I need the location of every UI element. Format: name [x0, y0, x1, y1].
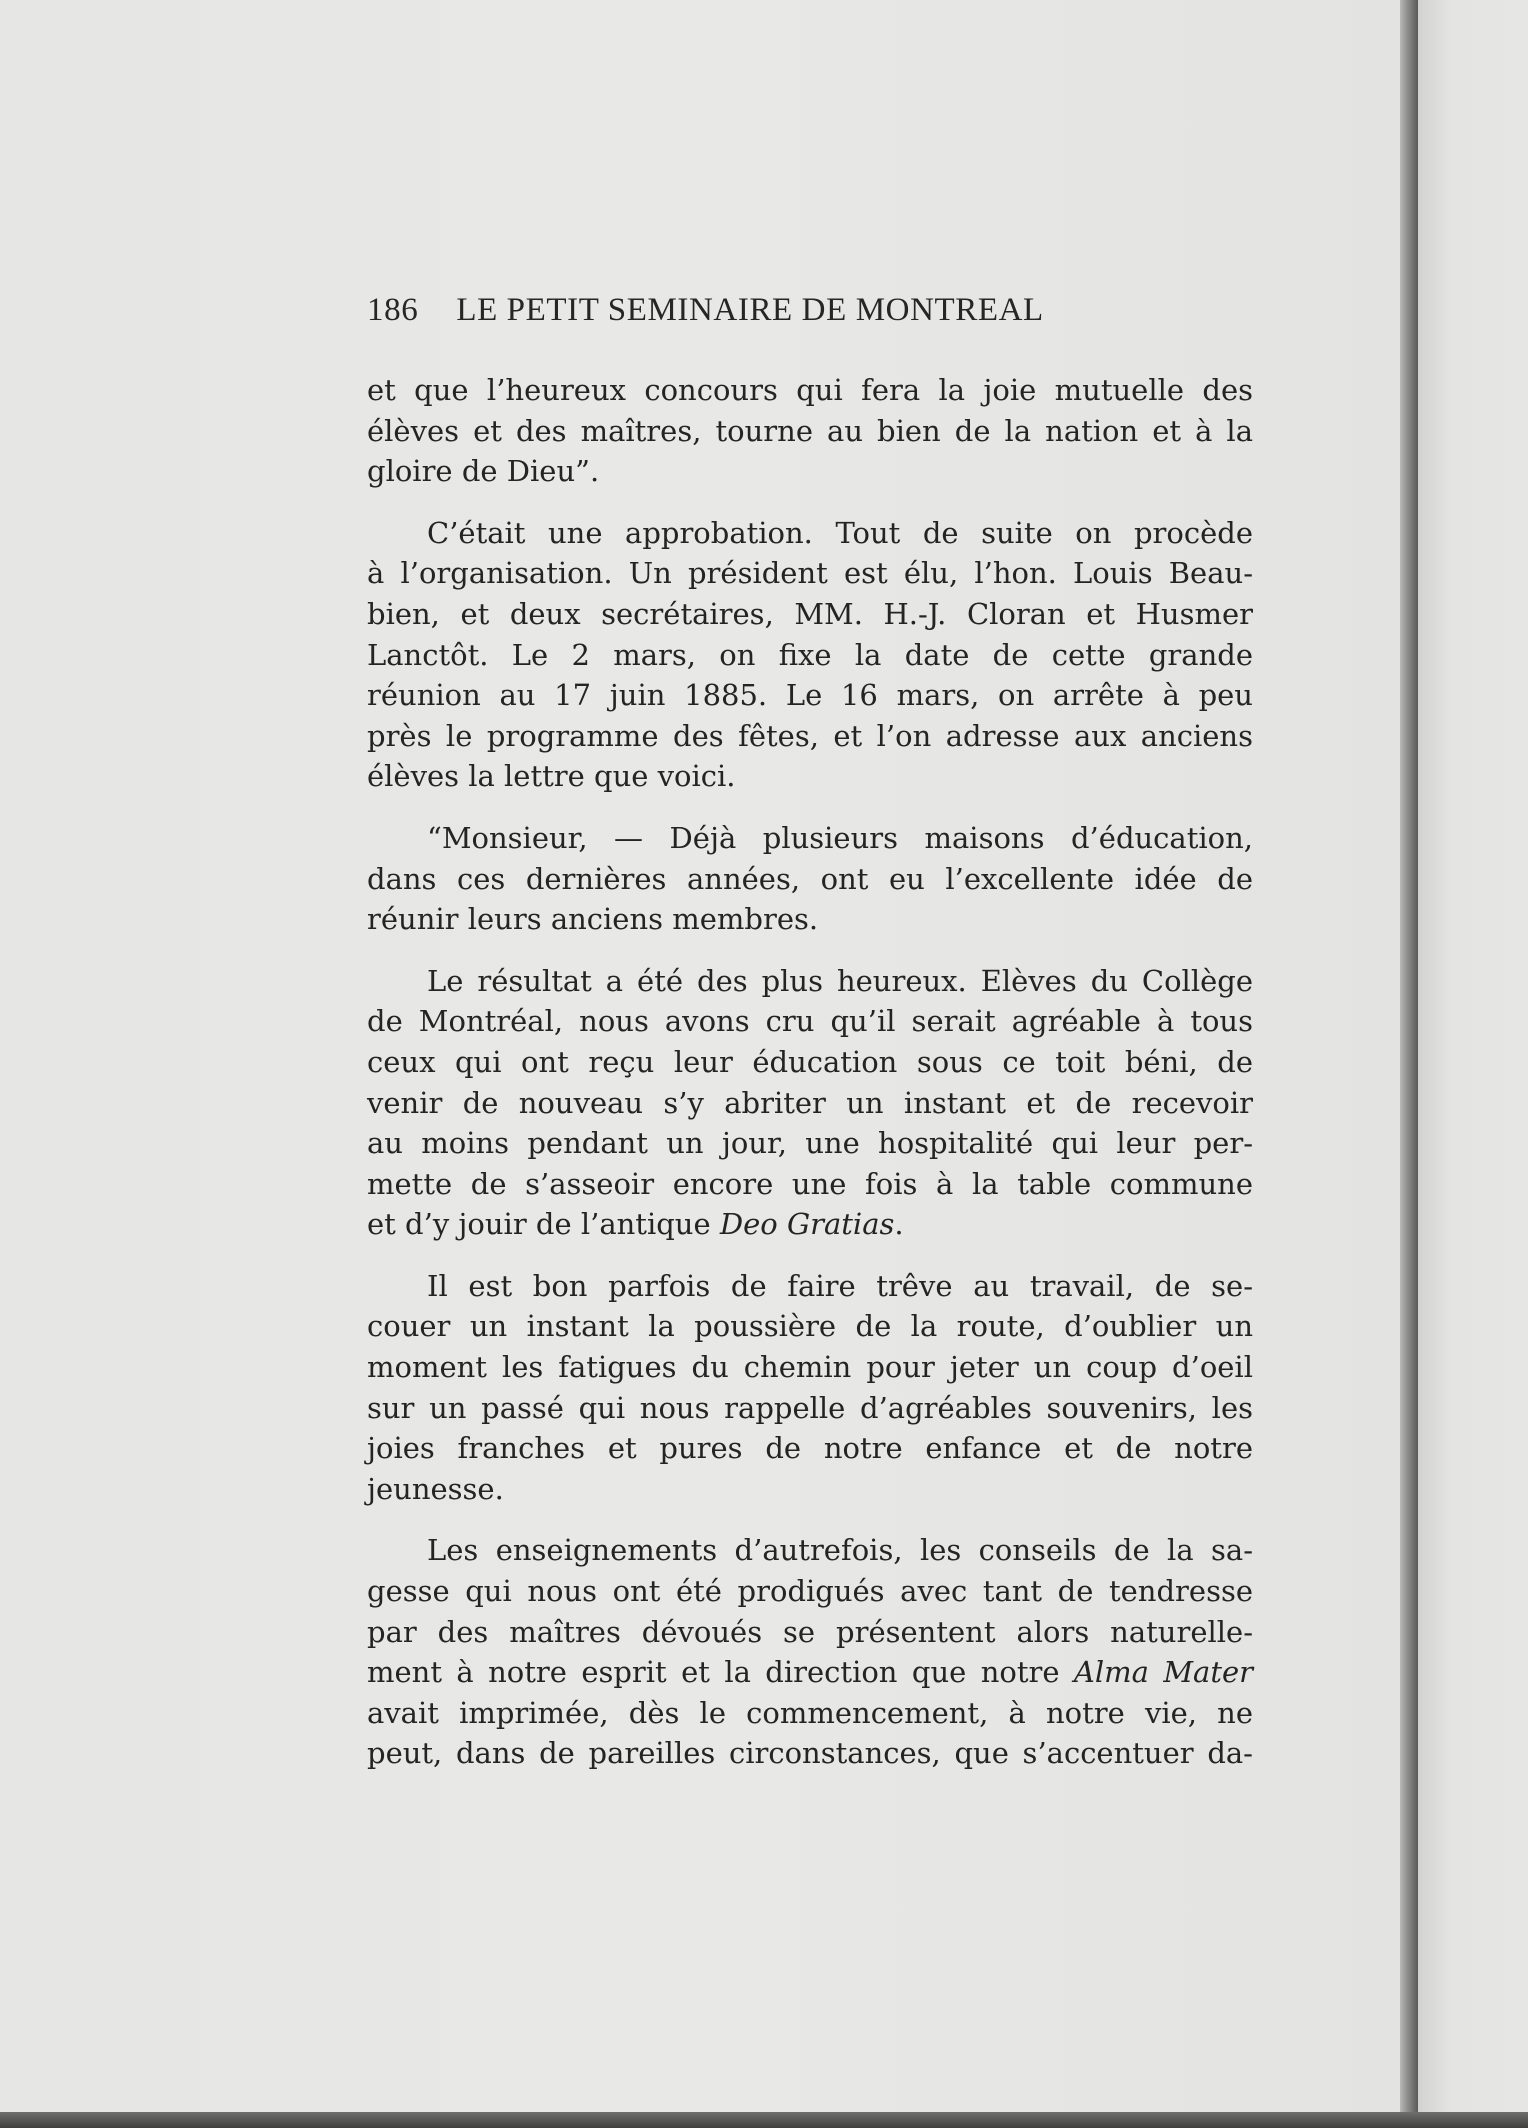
- text-line: gesse qui nous ont été prodigués avec tant de tendresse: [367, 1574, 1253, 1609]
- text-line: dans ces dernières années, ont eu l’excellente idée de: [367, 861, 1253, 896]
- text-line: Le résultat a été des plus heureux. Elèves du Collège: [427, 963, 1253, 998]
- text-fragment: .: [894, 1207, 904, 1242]
- text-line: réunion au 17 juin 1885. Le 16 mars, on arrête à peu: [367, 678, 1253, 713]
- text-fragment: et d’y jouir de l’antique: [367, 1207, 720, 1242]
- italic-phrase: Deo Gratias: [719, 1207, 895, 1242]
- text-line: Les enseignements d’autrefois, les conseils de la sa-: [427, 1533, 1253, 1568]
- paragraph: [367, 818, 1253, 940]
- text-line: mette de s’asseoir encore une fois à la table commune: [367, 1166, 1253, 1201]
- running-title: LE PETIT SEMINAIRE DE MONTREAL: [456, 292, 1044, 328]
- text-line: de Montréal, nous avons cru qu’il serait agréable à tous: [367, 1004, 1253, 1039]
- text-line: [367, 1204, 1253, 1245]
- text-line: “Monsieur, — Déjà plusieurs maisons d’éducation,: [427, 820, 1253, 855]
- text-line: joies franches et pures de notre enfance et de notre: [367, 1431, 1253, 1466]
- text-fragment: ment à notre esprit et la direction que notre: [367, 1655, 1074, 1690]
- paragraph: [367, 1530, 1253, 1774]
- text-line: élèves la lettre que voici.: [367, 759, 736, 794]
- text-line: par des maîtres dévoués se présentent alors naturelle-: [367, 1614, 1253, 1649]
- facing-page-edge: [1418, 0, 1528, 2128]
- scan-bottom-edge: [0, 2112, 1528, 2128]
- page-gutter-shadow: [1400, 0, 1418, 2112]
- text-line: et que l’heureux concours qui fera la joie mutuelle des: [367, 373, 1253, 407]
- paragraph: [367, 370, 1253, 492]
- text-line: gloire de Dieu”.: [367, 454, 600, 489]
- text-line: bien, et deux secrétaires, MM. H.-J. Cloran et Husmer: [367, 596, 1253, 631]
- text-line: [367, 1652, 1253, 1693]
- italic-phrase: Alma Mater: [1073, 1655, 1253, 1690]
- text-line: élèves et des maîtres, tourne au bien de la nation et à la: [367, 413, 1253, 448]
- text-line: jeunesse.: [367, 1471, 504, 1506]
- paragraph: [367, 513, 1253, 797]
- text-line: peut, dans de pareilles circonstances, que s’accentuer da-: [367, 1736, 1253, 1771]
- text-line: ceux qui ont reçu leur éducation sous ce toit béni, de: [367, 1044, 1253, 1079]
- text-line: sur un passé qui nous rappelle d’agréables souvenirs, les: [367, 1390, 1253, 1425]
- text-line: réunir leurs anciens membres.: [367, 902, 819, 937]
- text-line: au moins pendant un jour, une hospitalité qui leur per-: [367, 1126, 1253, 1161]
- text-line: Il est bon parfois de faire trêve au travail, de se-: [427, 1268, 1253, 1303]
- paragraph: [367, 961, 1253, 1245]
- text-line: C’était une approbation. Tout de suite on procède: [427, 515, 1253, 550]
- paragraph: [367, 1266, 1253, 1510]
- text-line: moment les fatigues du chemin pour jeter un coup d’oeil: [367, 1350, 1253, 1385]
- text-line: avait imprimée, dès le commencement, à notre vie, ne: [367, 1695, 1253, 1730]
- body-text: [367, 370, 1253, 1795]
- running-header: [367, 292, 1267, 338]
- page-number: 186: [367, 292, 419, 328]
- text-line: venir de nouveau s’y abriter un instant et de recevoir: [367, 1085, 1253, 1120]
- text-line: près le programme des fêtes, et l’on adresse aux anciens: [367, 718, 1253, 753]
- text-line: couer un instant la poussière de la route, d’oublier un: [367, 1309, 1253, 1344]
- text-line: à l’organisation. Un président est élu, l’hon. Louis Beau-: [367, 556, 1253, 591]
- text-line: Lanctôt. Le 2 mars, on fixe la date de cette grande: [367, 637, 1253, 672]
